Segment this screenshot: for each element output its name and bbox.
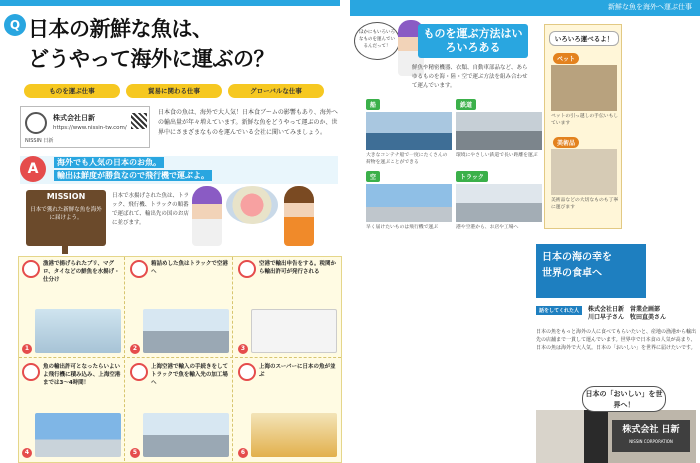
step-text: 魚の輸出許可となったらいよいよ飛行機に積み込み、上海空港までは3〜4時間！ (43, 364, 121, 386)
cargo-tag-art: 美術品 (553, 137, 579, 148)
mode-label: 鉄道 (456, 99, 476, 110)
truck-image (143, 309, 229, 353)
step-card (235, 257, 341, 358)
clock-icon (238, 260, 256, 278)
interviewee-line-2: 川口早子さん 牧田直美さん (588, 314, 667, 321)
interview-header (536, 306, 696, 324)
company-url[interactable]: https://www.nissin-tw.com/ (53, 125, 127, 131)
step-text: 空港で輸出申告をする。税関から輸出許可が発行される (259, 261, 337, 275)
mode-label: トラック (456, 171, 488, 182)
intro-text: 日本食の魚は、海外で大人気！日本食ブームの影響もあり、海外への輸出量が年々増えています。新鮮な魚をどうやって運ぶのか、世界中にさまざまなものを運んでいる会社に聞いてみましょう。 (158, 109, 338, 136)
clock-icon (130, 363, 148, 381)
cargo-text-art: 美術品などの大切なものも丁寧に運びます (551, 198, 619, 210)
clock-icon (22, 363, 40, 381)
supermarket-image (251, 413, 337, 457)
transport-mode-truck (456, 164, 542, 231)
mode-text: 早く届けたいものは飛行機で運ぶ (366, 225, 438, 230)
method-description: 鮮魚や精密機器、衣類、自動車部品など、あらゆるものを海・陸・空で運ぶ方法を組み合わせて運んでいます。 (412, 65, 528, 89)
mode-label: 船 (366, 99, 380, 110)
interviewee-line-1: 株式会社日新 営業企画部 (588, 306, 661, 313)
airplane-image (35, 413, 121, 457)
interviewee-names (588, 306, 666, 322)
transport-mode-ship (366, 92, 452, 166)
cargo-tag-pet: ペット (553, 53, 579, 64)
category-pill-trade: 貿易に関わる仕事 (126, 84, 222, 98)
step-text: 上海のスーパーに日本の魚が並ぶ (259, 364, 336, 378)
delivery-truck-image (143, 413, 229, 457)
title-line-1: 日本の新鮮な魚は、 (28, 17, 213, 41)
clock-icon (130, 260, 148, 278)
sashimi-plate-image (226, 186, 278, 224)
step-number: 3 (238, 344, 248, 354)
clock-icon (22, 260, 40, 278)
step-card (235, 360, 341, 461)
question-badge: Q (4, 14, 26, 36)
step-text: 上海空港で輸入の手続きをしてトラックで魚を輸入先の加工場へ (151, 364, 229, 386)
train-photo (456, 112, 542, 150)
sea-title-line-1: 日本の海の幸を (542, 252, 612, 263)
ship-photo (366, 112, 452, 150)
step-card (19, 360, 125, 461)
step-card (127, 257, 233, 358)
clock-icon (238, 363, 256, 381)
sea-title-line-2: 世界の食卓へ (542, 268, 602, 279)
various-cargo-box (544, 24, 622, 229)
fishing-port-image (35, 309, 121, 353)
step-number: 4 (22, 448, 32, 458)
mode-label: 空 (366, 171, 380, 182)
art-packing-photo (551, 149, 617, 195)
qr-code-icon[interactable] (131, 113, 147, 129)
right-page (350, 16, 700, 463)
interview-text: 日本の魚をもっと海外の人に食べてもらいたいと、産地の漁港から輸出先の店舗まで一貫して運んでいます。世界中で日本食の人気が高まり、日本の魚は海外で大人気。日本の「おいしい」を世界に届けたいです。 (536, 329, 697, 351)
company-sign-plate (612, 420, 690, 452)
category-pill-transport: ものを運ぶ仕事 (24, 84, 120, 98)
company-logo (25, 112, 47, 134)
company-name: 株式会社日新 (53, 114, 95, 122)
company-logo-text: NISSIN 日新 (25, 138, 54, 144)
method-title: ものを運ぶ方法はいろいろある (418, 24, 528, 58)
mission-sign-pole (62, 246, 68, 254)
left-page (0, 6, 345, 463)
mission-description: 日本で水揚げされた魚は、トラック、飛行機、トラックの順番で運ばれて、輸出先の国のお店に並びます。 (112, 193, 190, 226)
cargo-text-pet: ペットの引っ越しの手伝いもしています (551, 114, 619, 126)
character-girl-illustration (192, 186, 222, 246)
step-number: 6 (238, 448, 248, 458)
transport-mode-rail (456, 92, 542, 159)
answer-line-1: 海外でも人気の日本のお魚。 (54, 157, 164, 168)
sea-bounty-title (536, 244, 646, 298)
shipping-steps-grid (18, 256, 342, 463)
interview-tag: 話をしてくれた人 (536, 306, 582, 315)
top-stripe-right (350, 0, 700, 16)
step-text: 箱詰めした魚はトラックで空港へ (151, 261, 228, 275)
export-document-image (251, 309, 337, 353)
character-speech-bubble: ほかにもいろいろなものを運んでいるんだって！ (354, 22, 400, 60)
answer-banner (20, 156, 338, 184)
category-pills (24, 84, 324, 98)
step-number: 2 (130, 344, 140, 354)
various-cargo-title: いろいろ運べるよ！ (549, 31, 619, 46)
character-boy-illustration (284, 186, 314, 246)
page-title (28, 14, 338, 74)
category-pill-global: グローバルな仕事 (228, 84, 324, 98)
sign-main: 株式会社 日新 (622, 425, 680, 435)
transport-mode-air (366, 164, 452, 231)
step-number: 1 (22, 344, 32, 354)
company-info-box (20, 106, 150, 148)
step-card (127, 360, 233, 461)
slogan-speech-bubble: 日本の「おいしい」を世界へ！ (582, 386, 666, 412)
mode-text: 環境にやさしい鉄道で長い距離を運ぶ (456, 153, 538, 158)
answer-line-2: 輸出は鮮度が勝負なので飛行機で運ぶよ。 (54, 170, 212, 181)
mission-heading: MISSION (46, 192, 86, 201)
mode-text: 大きなコンテナ船で一度にたくさんの荷物を運ぶことができる (366, 153, 448, 165)
airplane-photo (366, 184, 452, 222)
mission-sign (26, 190, 106, 246)
series-tag: 新鮮な魚を海外へ運ぶ仕事 (608, 3, 692, 11)
pet-cage-photo (551, 65, 617, 111)
mission-text: 日本で獲れた新鮮な魚を海外に届けよう。 (30, 207, 102, 221)
step-number: 5 (130, 448, 140, 458)
step-card (19, 257, 125, 358)
sign-sub: NISSIN CORPORATION (629, 439, 673, 444)
title-line-2: どうやって海外に運ぶの？ (28, 47, 274, 71)
answer-letter: A (20, 156, 46, 182)
mode-text: 港や空港から、お店や工場へ (456, 225, 519, 230)
step-text: 漁港で揚げられたブリ、マグロ、タイなどの鮮魚を水揚げ・仕分け (43, 261, 120, 283)
truck-photo (456, 184, 542, 222)
